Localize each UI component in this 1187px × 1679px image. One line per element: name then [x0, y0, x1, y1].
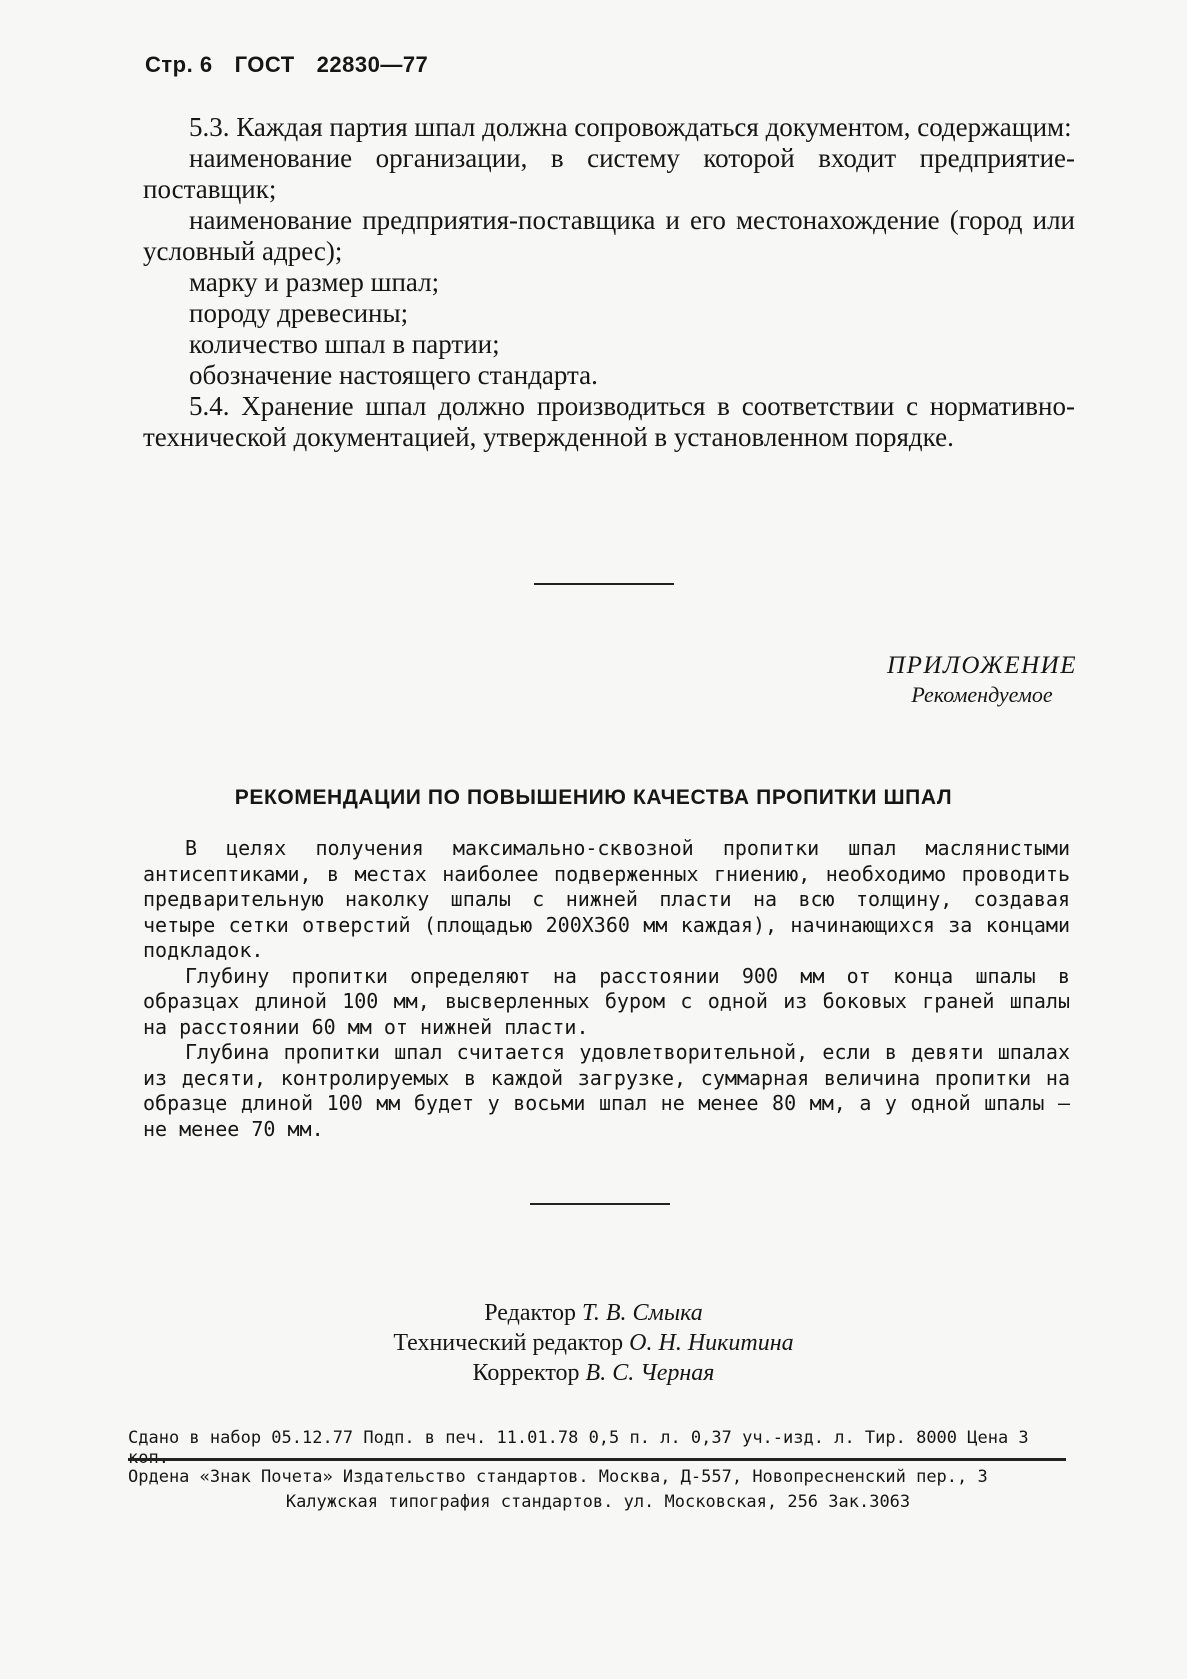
credit-line	[0, 1358, 1187, 1388]
list-item: породу древесины;	[189, 298, 409, 328]
recommendation-paragraph: В целях получения максимально-сквозной пропитки шпал маслянистыми антисептиками, в местах наиболее подверженных гниению, необходимо проводить предварительную наколку шпалы с нижней пласти на всю толщину, создавая четыре сетки отверстий (площадью 200Х360 мм каждая), начинающихся за концами подкладок.	[143, 836, 1070, 962]
imprint-line-1: Сдано в набор 05.12.77 Подп. в печ. 11.01.78 0,5 п. л. 0,37 уч.-изд. л. Тир. 8000 Цена 3 коп.	[128, 1428, 1029, 1468]
list-item: марку и размер шпал;	[189, 267, 440, 297]
appendix-heading	[887, 652, 1077, 708]
credit-line	[0, 1328, 1187, 1358]
credit-role: Корректор	[472, 1360, 580, 1386]
section-body	[143, 112, 1075, 453]
credit-line	[0, 1298, 1187, 1328]
credit-role: Технический редактор	[393, 1330, 624, 1356]
recommendation-paragraph: Глубину пропитки определяют на расстоянии 900 мм от конца шпалы в образцах длиной 100 мм, высверленных буром с одной из боковых граней шпалы на расстоянии 60 мм от нижней пласти.	[143, 963, 1070, 1039]
list-item: наименование организации, в систему которой входит предприятие-поставщик;	[143, 143, 1075, 204]
divider	[534, 583, 674, 585]
divider	[530, 1203, 670, 1205]
credit-role: Редактор	[484, 1300, 577, 1326]
page-label: Стр. 6	[145, 52, 213, 77]
recommendations-title: РЕКОМЕНДАЦИИ ПО ПОВЫШЕНИЮ КАЧЕСТВА ПРОПИТКИ ШПАЛ	[234, 786, 953, 809]
credit-name: В. С. Черная	[585, 1360, 715, 1386]
credit-name: Т. В. Смыка	[582, 1300, 703, 1326]
list-item: обозначение настоящего стандарта.	[189, 360, 598, 390]
imprint-line-2: Ордена «Знак Почета» Издательство стандартов. Москва, Д-557, Новопресненский пер., 3	[128, 1467, 988, 1487]
list-item: наименование предприятия-поставщика и его местонахождение (город или условный адрес);	[143, 205, 1075, 266]
standard-number: 22830—77	[316, 52, 429, 77]
imprint-rule	[128, 1458, 1066, 1461]
page-header	[145, 52, 450, 78]
imprint-line-3: Калужская типография стандартов. ул. Московская, 256 Зак.3063	[285, 1492, 911, 1512]
list-item: количество шпал в партии;	[189, 329, 500, 359]
standard-label: ГОСТ	[234, 52, 295, 77]
section-5-3-intro: 5.3. Каждая партия шпал должна сопровождаться документом, содержащим:	[189, 112, 1072, 142]
appendix-label: ПРИЛОЖЕНИЕ	[887, 652, 1077, 679]
credit-name: О. Н. Никитина	[629, 1330, 794, 1356]
recommendation-paragraph: Глубина пропитки шпал считается удовлетворительной, если в девяти шпалах из десяти, контролируемых в каждой загрузке, суммарная величина пропитки на образце длиной 100 мм будет у восьми шпал не менее 80 мм, а у одной шпалы — не менее 70 мм.	[143, 1040, 1070, 1141]
recommendations-body	[143, 836, 1070, 1142]
section-5-4-text: 5.4. Хранение шпал должно производиться в соответствии с нормативно-технической документацией, утвержденной в установленном порядке.	[143, 391, 1075, 452]
credits	[0, 1298, 1187, 1388]
appendix-status: Рекомендуемое	[911, 682, 1053, 707]
